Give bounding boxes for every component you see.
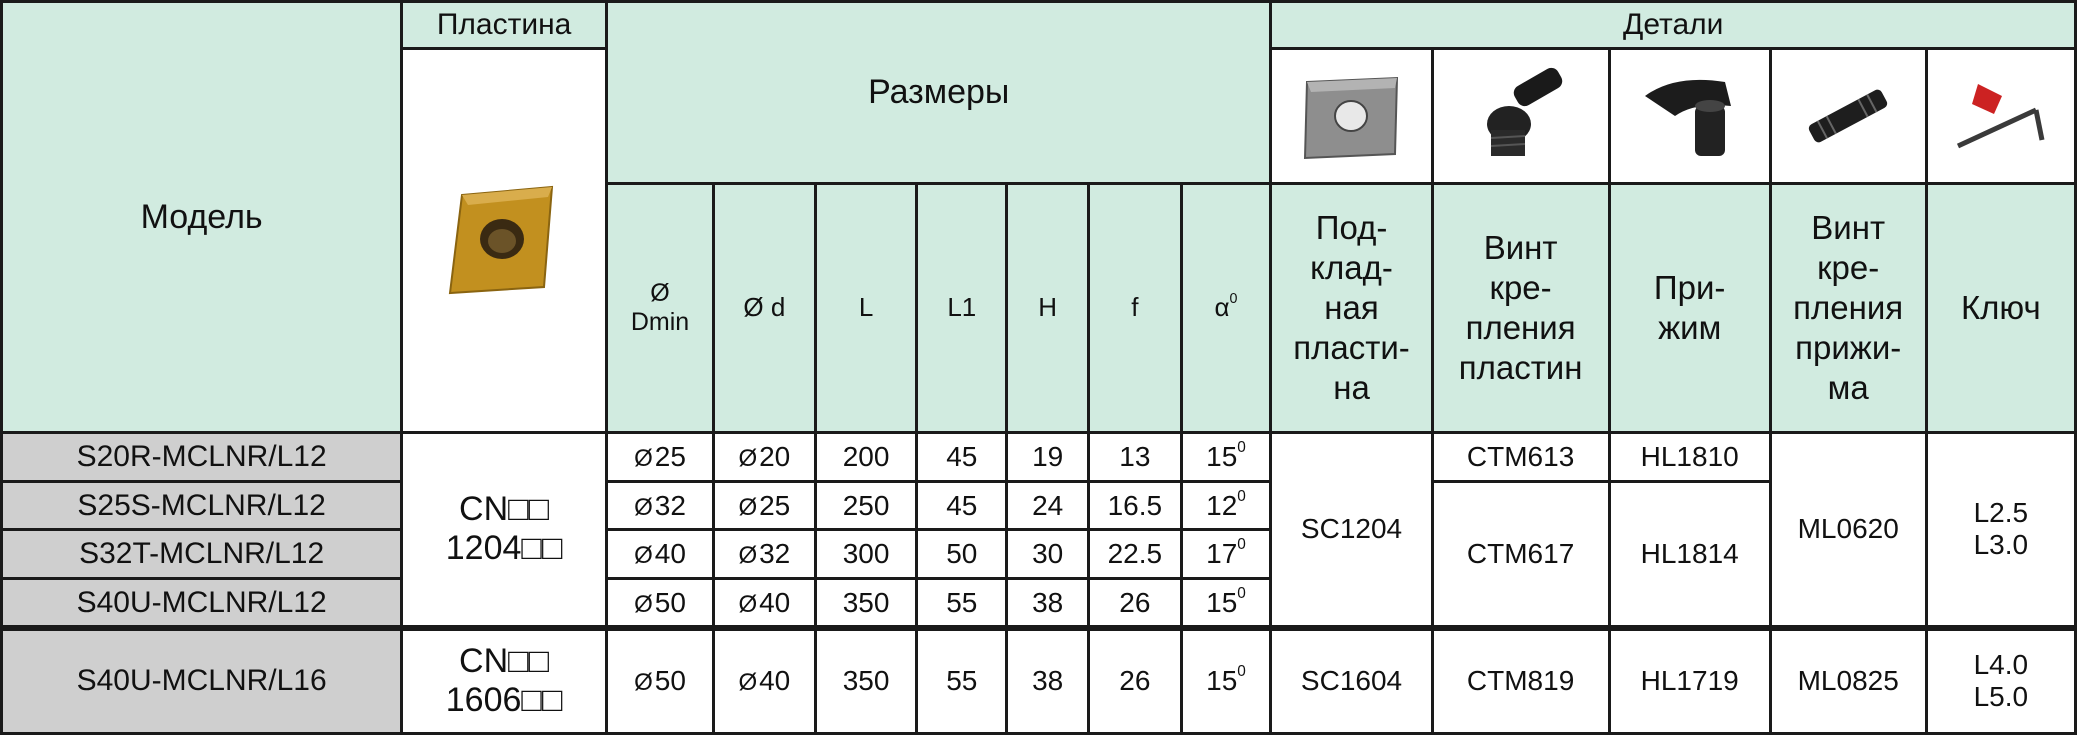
f-cell: 16.5 xyxy=(1089,482,1181,530)
dmin-header: Ø Dmin xyxy=(607,183,714,432)
rhombic-insert-photo-icon xyxy=(444,175,564,305)
L1-cell: 45 xyxy=(917,433,1007,482)
d-cell: Ø40 xyxy=(714,628,816,734)
insert-code-cell: CN□□ 1204□□ xyxy=(402,433,607,628)
clamp-code-cell: HL1814 xyxy=(1609,482,1770,628)
torx-key-photo-icon xyxy=(1946,66,2056,166)
clamp-screw-image-cell xyxy=(1770,48,1926,183)
H-cell: 19 xyxy=(1007,433,1089,482)
shim-photo-icon xyxy=(1297,68,1407,164)
d-cell: Ø20 xyxy=(714,433,816,482)
dmin-cell: Ø50 xyxy=(607,628,714,734)
dmin-cell: Ø32 xyxy=(607,482,714,530)
f-header: f xyxy=(1089,183,1181,432)
insert-screw-code-cell: CTM617 xyxy=(1432,482,1609,628)
insert-image-cell xyxy=(402,48,607,432)
d-cell: Ø32 xyxy=(714,530,816,579)
clamp-photo-icon xyxy=(1635,66,1745,166)
d-cell: Ø40 xyxy=(714,579,816,628)
alpha-cell: $15^0$ xyxy=(1181,433,1271,482)
insert-screw-code-cell: CTM613 xyxy=(1432,433,1609,482)
L-header: L xyxy=(815,183,917,432)
f-cell: 26 xyxy=(1089,628,1181,734)
dmin-cell: Ø25 xyxy=(607,433,714,482)
model-header: Модель xyxy=(2,2,402,433)
clamp-image-cell xyxy=(1609,48,1770,183)
insert-screw-image-cell xyxy=(1432,48,1609,183)
parts-header: Детали xyxy=(1271,2,2076,49)
model-cell: S32T-MCLNR/L12 xyxy=(2,530,402,579)
insert-header: Пластина xyxy=(402,2,607,49)
H-cell: 38 xyxy=(1007,628,1089,734)
alpha-cell: $12^0$ xyxy=(1181,482,1271,530)
L1-cell: 45 xyxy=(917,482,1007,530)
dmin-cell: Ø50 xyxy=(607,579,714,628)
model-cell: S20R-MCLNR/L12 xyxy=(2,433,402,482)
shim-label: Под- клад- ная пласти- на xyxy=(1271,183,1432,432)
clamp-code-cell: HL1719 xyxy=(1609,628,1770,734)
shim-code-cell: SC1204 xyxy=(1271,433,1432,628)
L1-cell: 55 xyxy=(917,628,1007,734)
key-image-cell xyxy=(1926,48,2075,183)
key-code-cell: L4.0 L5.0 xyxy=(1926,628,2075,734)
model-cell: S40U-MCLNR/L12 xyxy=(2,579,402,628)
shim-code-cell: SC1604 xyxy=(1271,628,1432,734)
insert-screw-photo-icon xyxy=(1461,66,1581,166)
clamp-screw-code-cell: ML0825 xyxy=(1770,628,1926,734)
H-header: H xyxy=(1007,183,1089,432)
f-cell: 22.5 xyxy=(1089,530,1181,579)
shim-image-cell xyxy=(1271,48,1432,183)
H-cell: 38 xyxy=(1007,579,1089,628)
key-label: Ключ xyxy=(1926,183,2075,432)
f-cell: 13 xyxy=(1089,433,1181,482)
H-cell: 30 xyxy=(1007,530,1089,579)
model-cell: S40U-MCLNR/L16 xyxy=(2,628,402,734)
clamp-label: При- жим xyxy=(1609,183,1770,432)
L-cell: 250 xyxy=(815,482,917,530)
clamp-screw-code-cell: ML0620 xyxy=(1770,433,1926,628)
H-cell: 24 xyxy=(1007,482,1089,530)
insert-screw-label: Винт кре- пления пластин xyxy=(1432,183,1609,432)
clamp-screw-label: Винт кре- пления прижи- ма xyxy=(1770,183,1926,432)
L-cell: 200 xyxy=(815,433,917,482)
L1-cell: 55 xyxy=(917,579,1007,628)
clamp-screw-photo-icon xyxy=(1793,66,1903,166)
insert-screw-code-cell: CTM819 xyxy=(1432,628,1609,734)
alpha-cell: $15^0$ xyxy=(1181,579,1271,628)
f-cell: 26 xyxy=(1089,579,1181,628)
L-cell: 350 xyxy=(815,628,917,734)
L-cell: 350 xyxy=(815,579,917,628)
dimensions-header: Размеры xyxy=(607,2,1271,184)
d-header: Ø d xyxy=(714,183,816,432)
alpha-header: $\alpha^0$ xyxy=(1181,183,1271,432)
insert-code-cell: CN□□ 1606□□ xyxy=(402,628,607,734)
L1-cell: 50 xyxy=(917,530,1007,579)
L-cell: 300 xyxy=(815,530,917,579)
d-cell: Ø25 xyxy=(714,482,816,530)
L1-header: L1 xyxy=(917,183,1007,432)
dmin-cell: Ø40 xyxy=(607,530,714,579)
clamp-code-cell: HL1810 xyxy=(1609,433,1770,482)
model-cell: S25S-MCLNR/L12 xyxy=(2,482,402,530)
alpha-cell: $15^0$ xyxy=(1181,628,1271,734)
key-code-cell: L2.5 L3.0 xyxy=(1926,433,2075,628)
alpha-cell: $17^0$ xyxy=(1181,530,1271,579)
